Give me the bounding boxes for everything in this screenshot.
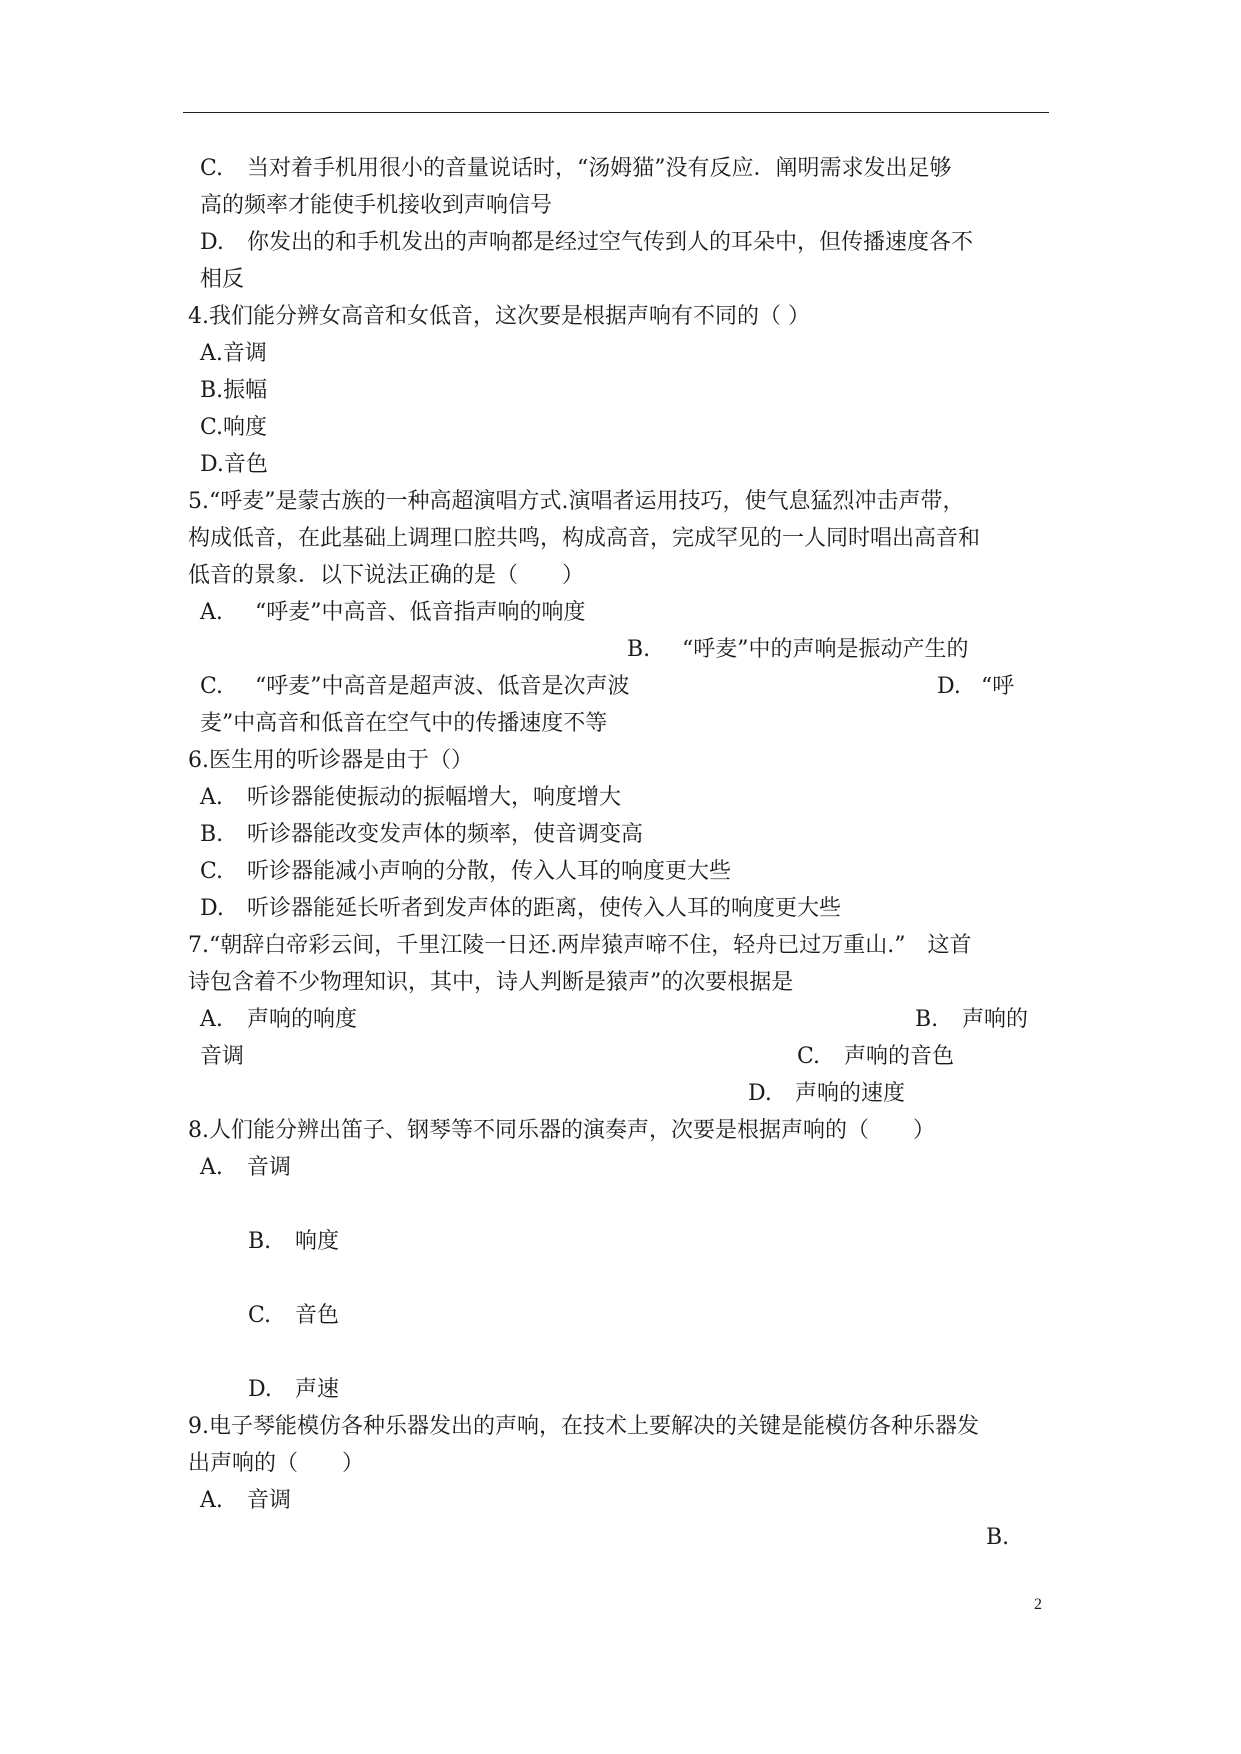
option-text: 声响的速度: [795, 1081, 906, 1106]
option-text: 音调: [247, 1155, 292, 1180]
option-text: 听诊器能减小声响的分散，传入人耳的响度更大些: [247, 859, 732, 884]
header-rule: [183, 112, 1049, 113]
option-text: 声响的: [962, 1007, 1029, 1032]
q5-stem-line-3: 低音的景象．以下说法正确的是（ ）: [188, 563, 585, 588]
q6-option-b: [200, 820, 643, 850]
q8-option-c: [248, 1301, 339, 1331]
q5-option-d-continued: 麦”中高音和低音在空气中的传播速度不等: [200, 711, 608, 736]
q6-option-a: [200, 783, 621, 813]
q8-stem: 8.人们能分辨出笛子、钢琴等不同乐器的演奏声，次要是根据声响的（ ）: [188, 1118, 935, 1143]
q6-option-c: [200, 857, 731, 887]
q4-option-a: A.音调: [200, 341, 267, 366]
q7-option-b-continued: 音调: [200, 1044, 245, 1069]
option-label: D.: [748, 1081, 772, 1106]
q7-option-a: [200, 1005, 357, 1035]
q4-option-c: C.响度: [200, 415, 268, 440]
option-label: B.: [627, 637, 651, 662]
option-label: D.: [937, 674, 961, 699]
option-label: C.: [200, 674, 224, 699]
q3-option-d-continued: 相反: [200, 267, 245, 292]
q6-option-d: [200, 894, 841, 924]
option-text: “呼麦”中的声响是振动产生的: [682, 637, 969, 662]
option-label: A.: [200, 1007, 223, 1032]
option-label: D.: [248, 1377, 272, 1402]
option-label: A.: [200, 1488, 223, 1513]
q3-option-c: [200, 154, 952, 184]
q4-option-b: B.振幅: [200, 378, 268, 403]
option-label: C.: [797, 1044, 821, 1069]
q9-option-a: [200, 1486, 291, 1516]
option-label: B.: [200, 822, 224, 847]
q9-option-b: [986, 1523, 1009, 1553]
q7-stem-line-1: 7.“朝辞白帝彩云间，千里江陵一日还.两岸猿声啼不住，轻舟已过万重山.” 这首: [188, 933, 972, 958]
option-text: 听诊器能使振动的振幅增大，响度增大: [247, 785, 622, 810]
q4-stem: 4.我们能分辨女高音和女低音，这次要是根据声响有不同的（ ）: [188, 304, 810, 329]
option-label: D.: [200, 896, 224, 921]
page-number: 2: [1034, 1596, 1042, 1613]
q7-option-c: [797, 1042, 954, 1072]
option-label: C.: [248, 1303, 272, 1328]
option-text: 你发出的和手机发出的声响都是经过空气传到人的耳朵中，但传播速度各不: [247, 230, 974, 255]
option-label: D.: [200, 230, 224, 255]
option-label: A.: [200, 600, 223, 625]
option-label: A.: [200, 1155, 223, 1180]
option-text: 音色: [295, 1303, 340, 1328]
q9-stem-line-1: 9.电子琴能模仿各种乐器发出的声响，在技术上要解决的关键是能模仿各种乐器发: [188, 1414, 979, 1439]
option-text: 声响的音色: [844, 1044, 955, 1069]
option-text: 听诊器能改变发声体的频率，使音调变高: [247, 822, 644, 847]
q7-stem-line-2: 诗包含着不少物理知识，其中，诗人判断是猿声”的次要根据是: [188, 970, 794, 995]
option-text: 当对着手机用很小的音量说话时，“汤姆猫”没有反应．阐明需求发出足够: [247, 156, 952, 181]
option-label: B.: [986, 1525, 1010, 1550]
q5-option-b: [627, 635, 969, 665]
q9-stem-line-2: 出声响的（ ）: [188, 1451, 365, 1476]
option-label: C.: [200, 859, 224, 884]
q8-option-a: [200, 1153, 291, 1183]
q4-option-d: D.音色: [200, 452, 268, 477]
option-text: 声响的响度: [247, 1007, 358, 1032]
option-text: 听诊器能延长听者到发声体的距离，使传入人耳的响度更大些: [247, 896, 842, 921]
option-text: “呼麦”中高音是超声波、低音是次声波: [255, 674, 630, 699]
option-label: C.: [200, 156, 224, 181]
option-text: “呼: [981, 674, 1015, 699]
q5-option-c: [200, 672, 630, 702]
option-text: 声速: [295, 1377, 340, 1402]
q8-option-d: [248, 1375, 339, 1405]
q5-stem-line-2: 构成低音，在此基础上调理口腔共鸣，构成高音，完成罕见的一人同时唱出高音和: [188, 526, 981, 551]
option-label: B.: [248, 1229, 272, 1254]
option-text: “呼麦”中高音、低音指声响的响度: [255, 600, 586, 625]
option-text: 响度: [295, 1229, 340, 1254]
q5-stem-line-1: 5.“呼麦”是蒙古族的一种高超演唱方式.演唱者运用技巧，使气息猛烈冲击声带，: [188, 489, 965, 514]
option-label: B.: [915, 1007, 939, 1032]
q3-option-c-continued: 高的频率才能使手机接收到声响信号: [200, 193, 553, 218]
q7-option-b: [915, 1005, 1028, 1035]
q3-option-d: [200, 228, 973, 258]
q7-option-d: [748, 1079, 905, 1109]
option-text: 音调: [247, 1488, 292, 1513]
q6-stem: 6.医生用的听诊器是由于（）: [188, 748, 473, 773]
option-label: A.: [200, 785, 223, 810]
q5-option-d: [937, 672, 1014, 702]
q8-option-b: [248, 1227, 339, 1257]
q5-option-a: [200, 598, 586, 628]
